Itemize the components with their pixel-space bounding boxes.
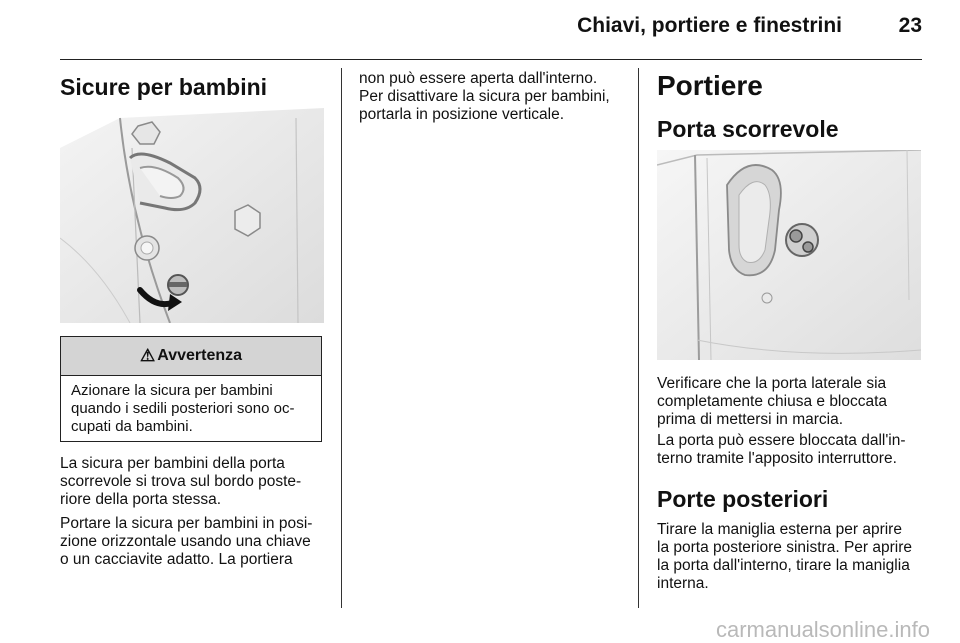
sliding-door-illustration [657, 150, 921, 360]
warning-triangle-icon: ⚠ [139, 346, 156, 365]
warning-box [60, 336, 322, 442]
paragraph-sliding-door-lock: La porta può essere bloccata dall'in- terno tramite l'apposito interruttore. [657, 432, 906, 467]
column-divider-2 [638, 68, 639, 608]
warning-header [61, 337, 321, 376]
paragraph-child-lock-deactivate: non può essere aperta dall'interno. Per disattivare la sicura per bambini, portarla in posizione verticale. [359, 70, 610, 123]
section-heading-child-locks: Sicure per bambini [60, 74, 268, 100]
column-divider-1 [341, 68, 342, 608]
page-number: 23 [898, 14, 922, 37]
subheading-sliding-door: Porta scorrevole [657, 116, 839, 142]
paragraph-child-lock-activate: Portare la sicura per bambini in posi- zione orizzontale usando una chiave o un cacciavite adatto. La portiera [60, 515, 313, 568]
warning-title: Avvertenza [157, 347, 243, 364]
child-lock-illustration [60, 108, 324, 323]
header-rule [60, 59, 922, 60]
paragraph-child-lock-location: La sicura per bambini della porta scorrevole si trova sul bordo poste- riore della porta stessa. [60, 455, 302, 508]
warning-text: Azionare la sicura per bambini quando i sedili posteriori sono oc- cupati da bambini. [71, 382, 295, 435]
paragraph-sliding-door-check: Verificare che la porta laterale sia completamente chiusa e bloccata prima di mettersi in marcia. [657, 375, 888, 428]
section-heading-doors: Portiere [657, 70, 763, 101]
header-title: Chiavi, portiere e finestrini [577, 14, 842, 37]
watermark: carmanualsonline.info [715, 617, 930, 642]
paragraph-rear-doors: Tirare la maniglia esterna per aprire la porta posteriore sinistra. Per aprire la porta dall'interno, tirare la maniglia interna. [657, 521, 913, 592]
subheading-rear-doors: Porte posteriori [657, 486, 829, 512]
